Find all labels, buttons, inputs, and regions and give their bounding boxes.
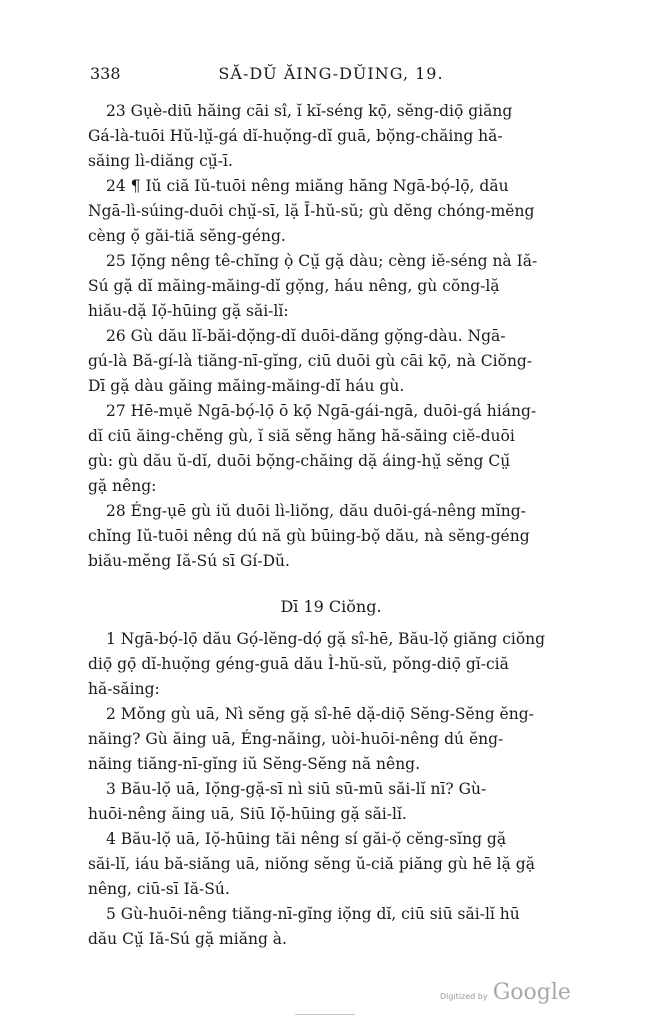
verse-line: 24 ¶ Iŭ ciă Iŭ-tuōi nêng miăng hăng Ngā-bọ́-lọ̄, dău [106, 177, 509, 195]
verse-line: Ngā-lì-súing-duōi chṳ̆-sī, lặ Ī-hŭ-sŭ; gù dĕng chóng-mĕng [88, 202, 535, 220]
verse-line: 5 Gù-huōi-nêng tiăng-nī-gĭng iọ̆ng dĭ, ciū siū săi-lĭ hū [106, 905, 520, 923]
verse-line: chĭng Iŭ-tuōi nêng dú nă gù būing-bọ̆ dău, nà sĕng-géng [88, 527, 530, 545]
page-number: 338 [90, 64, 121, 83]
verse-line: năing tiăng-nī-gĭng iŭ Sĕng-Sĕng nă nêng. [88, 755, 421, 773]
verse-line: hiău-dặ Iọ̆-hūing gặ săi-lĭ: [88, 302, 289, 320]
verse-line: nêng, ciū-sī Iă-Sú. [88, 880, 230, 898]
verse-line: biău-mĕng Iă-Sú sī Gí-Dŭ. [88, 552, 290, 570]
verse-line: gú-là Bă-gí-là tiăng-nī-gĭng, ciū duōi gù cāi kọ̄, nà Ciŏng- [88, 352, 533, 370]
verse-line: hă-săing: [88, 680, 160, 698]
verse-line: huōi-nêng ăing uā, Siū Iọ̆-hūing gặ săi-lĭ. [88, 805, 407, 823]
verse-line: 3 Bău-lọ̆ uā, Iọ̆ng-gặ-sī nì siū sū-mū săi-lĭ nī? Gù- [106, 780, 487, 798]
verse-line: dău Cṳ̆ Iă-Sú gặ miăng à. [88, 930, 287, 948]
verse-line: 2 Mŏng gù uā, Nì sĕng gặ sî-hē dặ-diọ̄ Sĕng-Sĕng ĕng- [106, 705, 534, 723]
digitized-watermark [440, 980, 580, 1005]
verse-line: 23 Gụè-diū hăing cāi sî, ĭ kĭ-séng kọ̄, sĕng-diọ̄ giăng [106, 102, 513, 120]
chapter-19-text [88, 627, 574, 952]
verse-line: diọ̄ gọ̄ dĭ-huọ̆ng géng-guā dău Ì-hŭ-sŭ, pŏng-diọ̄ gĭ-ciă [88, 655, 509, 673]
chapter-heading: Dī 19 Ciŏng. [280, 597, 382, 616]
verse-line: 28 Éng-ụē gù iŭ duōi lì-liŏng, dău duōi-gá-nêng mĭng- [106, 502, 526, 520]
verse-line: gặ nêng: [88, 477, 157, 495]
verse-line: 1 Ngā-bọ́-lọ̄ dău Gọ́-lĕng-dọ́ gặ sî-hē, Bău-lọ̆ giăng ciŏng [106, 630, 546, 648]
google-logo: Google [492, 980, 571, 1005]
verse-line: 26 Gù dău lĭ-băi-dọ̆ng-dĭ duōi-dăng gọ̆ng-dàu. Ngā- [106, 327, 506, 345]
verse-line: Gá-là-tuōi Hŭ-lṳ̆-gá dĭ-huọ̆ng-dĭ guā, bọ̆ng-chăing hă- [88, 127, 503, 145]
verse-line: cèng ọ̆ găi-tiă sĕng-géng. [88, 227, 286, 245]
verse-line: 27 Hē-mụĕ Ngā-bọ́-lọ̄ ō kọ̄ Ngā-gái-ngā, duōi-gá hiáng- [106, 402, 537, 420]
verse-line: 4 Bău-lọ̆ uā, Iọ̆-hūing tăi nêng sí găi-ọ̆ cĕng-sĭng gặ [106, 830, 507, 848]
verse-line: dĭ ciū ăing-chĕng gù, ĭ siă sĕng hăng hă-săing ciĕ-duōi [88, 427, 515, 445]
verse-line: săi-lĭ, iáu bă-siăng uā, niŏng sĕng ŭ-ciă piăng gù hē lặ gặ [88, 855, 535, 873]
verse-line: 25 Iọ̆ng nêng tê-chĭng ọ̀ Cṳ̆ gặ dàu; cèng iĕ-séng nà Iă- [106, 252, 538, 270]
verse-line: Dī gặ dàu găing măing-măing-dĭ háu gù. [88, 377, 405, 395]
verse-line: săing lì-diăng cṳ̆-ī. [88, 152, 233, 170]
running-title: SĂ-DŬ ĂING-DŬING, 19. [218, 64, 444, 83]
verse-line: năing? Gù ăing uā, Éng-năing, uòi-huōi-nêng dú ĕng- [88, 730, 504, 748]
digitized-label: Digitized by [440, 992, 488, 1001]
page-header [90, 64, 572, 86]
chapter-18-text [88, 99, 574, 574]
verse-line: Sú gặ dĭ măing-măing-dĭ gọ̆ng, háu nêng, gù cŏng-lặ [88, 277, 500, 295]
bottom-rule [295, 1014, 355, 1015]
verse-line: gù: gù dău ŭ-dĭ, duōi bọ̆ng-chăing dặ áing-hṳ̆ sĕng Cṳ̆ [88, 452, 511, 470]
